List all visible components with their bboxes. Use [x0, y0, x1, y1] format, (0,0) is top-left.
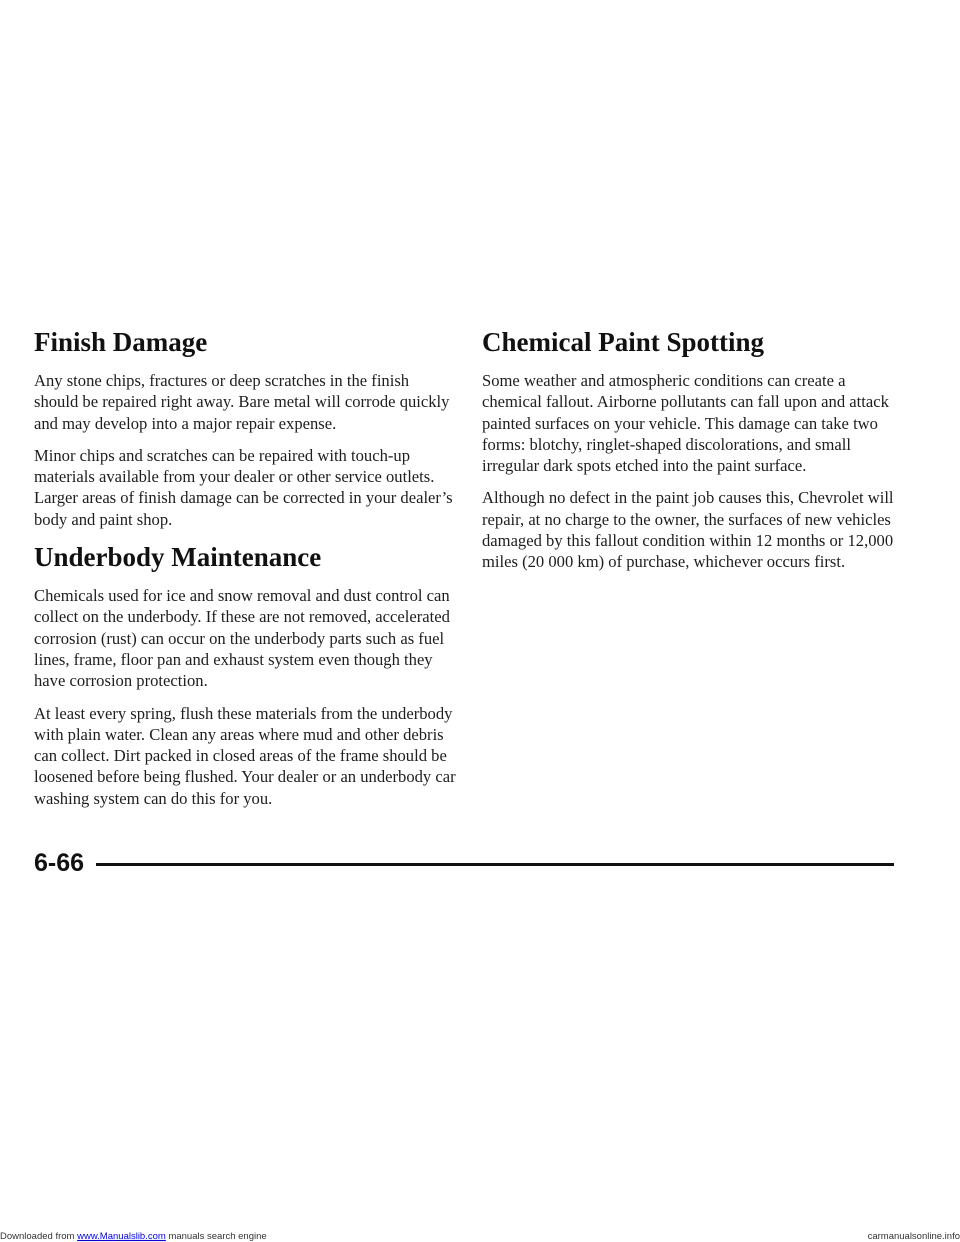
- footer-left-text: [0, 1232, 267, 1242]
- finish-damage-paragraph-2: Minor chips and scratches can be repaired with touch-up materials available from your dealer or other service outlets. Larger areas of finish damage can be corrected in your dealer’s body and paint shop.: [34, 445, 453, 529]
- left-column: [34, 326, 456, 820]
- chemical-paint-paragraph-1: Some weather and atmospheric conditions can create a chemical fallout. Airborne pollutants can fall upon and attack painted surfaces on your vehicle. This damage can take two forms: blotchy, ringlet-shaped discolorations, and small irregular dark spots etched into the paint surface.: [482, 371, 889, 476]
- download-footer: [0, 1232, 960, 1242]
- footer-suffix: manuals search engine: [165, 1231, 267, 1242]
- right-column: [482, 326, 902, 584]
- manualslib-link[interactable]: www.Manualslib.com: [77, 1231, 166, 1242]
- chemical-paint-paragraph-2: Although no defect in the paint job causes this, Chevrolet will repair, at no charge to the owner, the surfaces of new vehicles damaged by this fallout condition within 12 months or 12,000 miles (20 000 km) of purchase, whichever occurs first.: [482, 488, 894, 572]
- page-number: 6-66: [34, 849, 85, 877]
- footer-rule: [96, 863, 894, 866]
- finish-damage-heading: Finish Damage: [34, 327, 208, 357]
- footer-right-text: carmanualsonline.info: [867, 1231, 960, 1242]
- footer-prefix: Downloaded from: [0, 1231, 78, 1242]
- underbody-paragraph-2: At least every spring, flush these materials from the underbody with plain water. Clean any areas where mud and other debris can collect. Dirt packed in closed areas of the frame should be loosened before being flushed. Your dealer or an underbody car washing system can do this for you.: [34, 703, 456, 808]
- underbody-paragraph-1: Chemicals used for ice and snow removal and dust control can collect on the underbody. If these are not removed, accelerated corrosion (rust) can occur on the underbody parts such as fuel lines, frame, floor pan and exhaust system even though they have corrosion protection.: [34, 586, 450, 691]
- chemical-paint-spotting-heading: Chemical Paint Spotting: [482, 327, 765, 357]
- underbody-maintenance-heading: Underbody Maintenance: [34, 542, 322, 573]
- finish-damage-paragraph-1: Any stone chips, fractures or deep scratches in the finish should be repaired right away. Bare metal will corrode quickly and may develop into a major repair expense.: [34, 371, 450, 433]
